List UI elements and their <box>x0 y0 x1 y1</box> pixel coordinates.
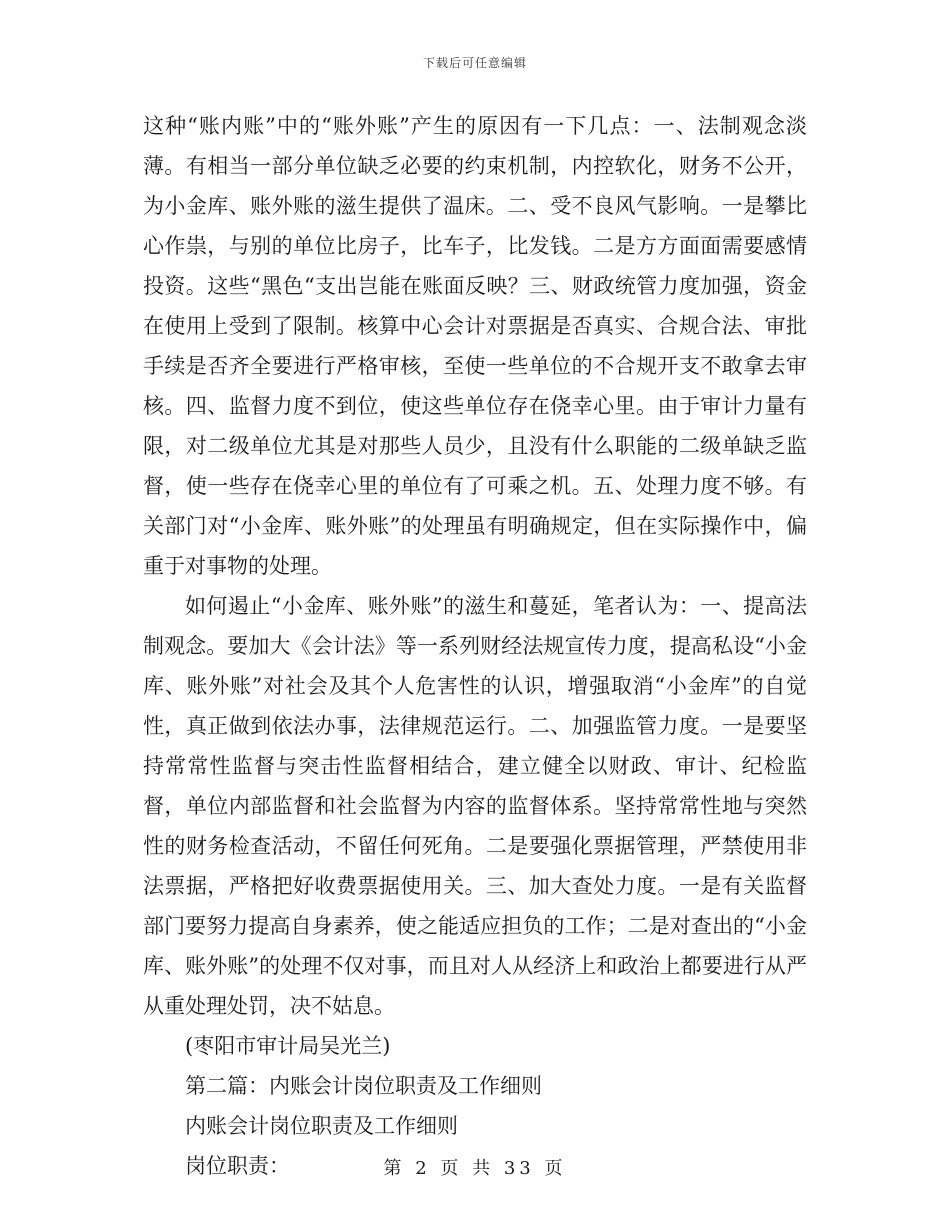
author-signature: (枣阳市审计局吴光兰) <box>185 1034 391 1058</box>
paragraph-causes: 这种“账内账”中的“账外账”产生的原因有一下几点：一、法制观念淡薄。有相当一部分单位缺乏必要的约束机制，内控软化，财务不公开，为小金库、账外账的滋生提供了温床。二、受不良风气影响。一是攀比心作祟，与别的单位比房子，比车子，比发钱。二是方方面面需要感情投资。这些“黑色“支出岂能在账面反映？三、财政统管力度加强，资金在使用上受到了限制。核算中心会计对票据是否真实、合规合法、审批手续是否齐全要进行严格审核，至使一些单位的不合规开支不敢拿去审核。四、监督力度不到位，使这些单位存在侥幸心里。由于审计力量有限，对二级单位尤其是对那些人员少，且没有什么职能的二级单缺乏监督，使一些存在侥幸心里的单位有了可乘之机。五、处理力度不够。有关部门对“小金库、账外账”的处理虽有明确规定，但在实际操作中，偏重于对事物的处理。 <box>143 114 807 578</box>
page-number-footer: 第 2 页 共 33 页 <box>383 1158 567 1179</box>
document-body <box>143 106 807 1186</box>
page-header-note: 下载后可任意编辑 <box>422 56 527 70</box>
duty-heading: 岗位职责： <box>185 1154 290 1178</box>
document-title: 内账会计岗位职责及工作细则 <box>185 1114 458 1138</box>
paragraph-solutions: 如何遏止“小金库、账外账”的滋生和蔓延，笔者认为：一、提高法制观念。要加大《会计法》等一系列财经法规宣传力度，提高私设“小金库、账外账”对社会及其个人危害性的认识，增强取消“小金库”的自觉性，真正做到依法办事，法律规范运行。二、加强监管力度。一是要坚持常常性监督与突击性监督相结合，建立健全以财政、审计、纪检监督，单位内部监督和社会监督为内容的监督体系。坚持常常性地与突然性的财务检查活动，不留任何死角。二是要强化票据管理，严禁使用非法票据，严格把好收费票据使用关。三、加大查处力度。一是有关监督部门要努力提高自身素养，使之能适应担负的工作；二是对查出的“小金库、账外账”的处理不仅对事，而且对人从经济上和政治上都要进行从严从重处理处罚，决不姑息。 <box>143 594 807 1018</box>
section-title: 第二篇：内账会计岗位职责及工作细则 <box>185 1074 542 1098</box>
